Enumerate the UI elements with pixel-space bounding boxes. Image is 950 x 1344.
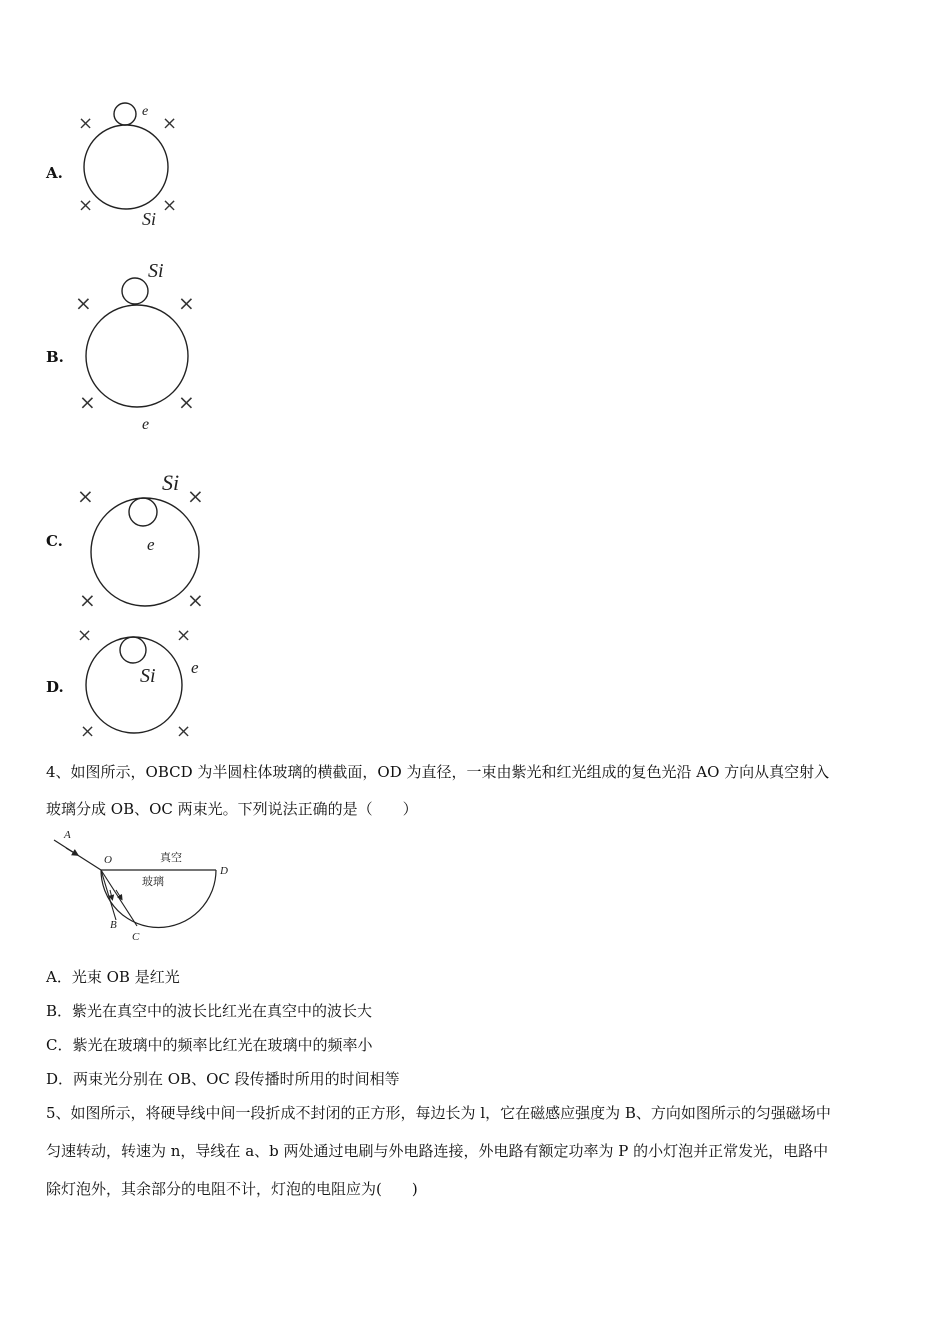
q4-stem-line-1: 4、如图所示，OBCD 为半圆柱体玻璃的横截面，OD 为直径，一束由紫光和红光组成的复色光沿 AO 方向从真空射入 (46, 763, 830, 781)
option-c-figure (70, 460, 220, 620)
ray-arrow-icon (110, 890, 112, 898)
option-d-figure (70, 620, 220, 745)
q5-stem-line-3: 除灯泡外，其余部分的电阻不计，灯泡的电阻应为( ) (46, 1180, 418, 1198)
cross-icon: × (176, 721, 192, 742)
q5-stem-line-1: 5、如图所示，将硬导线中间一段折成不封闭的正方形，每边长为 l，它在磁感应强度为 B、方向如图所示的匀强磁场中 (46, 1104, 831, 1122)
incident-ray (54, 840, 101, 870)
cross-icon: × (162, 113, 178, 134)
q4-option-a: A．光束 OB 是红光 (46, 968, 180, 986)
point-a-label: A (64, 829, 71, 841)
cross-icon: × (79, 390, 96, 414)
large-circle-label: Si (142, 209, 157, 229)
small-circle (120, 637, 146, 663)
small-circle-label: Si (140, 665, 156, 687)
large-circle-label: e (191, 658, 199, 677)
q4-option-d: D．两束光分别在 OB、OC 段传播时所用的时间相等 (46, 1070, 400, 1088)
option-b-figure (70, 255, 210, 440)
ray-arrow-icon (66, 848, 76, 854)
large-circle (86, 637, 182, 733)
point-b-label: B (110, 919, 117, 931)
cross-icon: × (78, 195, 94, 216)
small-circle (129, 498, 157, 526)
option-d-label: D. (46, 678, 64, 696)
cross-icon: × (77, 484, 94, 508)
point-o-label: O (104, 854, 112, 866)
cross-icon: × (78, 113, 94, 134)
ray-oc (101, 870, 137, 926)
option-b-label: B. (46, 348, 64, 366)
glass-label: 玻璃 (142, 875, 164, 888)
cross-icon: × (178, 390, 195, 414)
small-circle-label: e (147, 535, 155, 554)
point-c-label: C (132, 931, 140, 943)
cross-icon: × (162, 195, 178, 216)
large-circle-label: Si (162, 470, 180, 495)
large-circle (84, 125, 168, 209)
q4-stem-line-2: 玻璃分成 OB、OC 两束光。下列说法正确的是（ ） (46, 800, 418, 818)
option-c-label: C. (46, 532, 63, 550)
cross-icon: × (80, 721, 96, 742)
q4-semicircle-figure (46, 828, 246, 946)
vacuum-label: 真空 (160, 851, 182, 864)
point-d-label: D (220, 865, 228, 877)
q4-option-c: C．紫光在玻璃中的频率比红光在玻璃中的频率小 (46, 1036, 373, 1054)
large-circle (91, 498, 199, 606)
cross-icon: × (187, 588, 204, 612)
option-a-label: A. (46, 164, 63, 182)
q4-option-b: B．紫光在真空中的波长比红光在真空中的波长大 (46, 1002, 373, 1020)
ray-ob (101, 870, 116, 920)
cross-icon: × (79, 588, 96, 612)
small-circle-label: e (142, 104, 149, 119)
cross-icon: × (178, 291, 195, 315)
cross-icon: × (77, 625, 93, 646)
q5-stem-line-2: 匀速转动，转速为 n，导线在 a、b 两处通过电刷与外电路连接，外电路有额定功率为 P 的小灯泡并正常发光，电路中 (46, 1142, 829, 1160)
cross-icon: × (176, 625, 192, 646)
large-circle (86, 305, 188, 407)
small-circle-label: Si (148, 260, 164, 282)
small-circle (122, 278, 148, 304)
large-circle-label: e (142, 416, 150, 433)
cross-icon: × (187, 484, 204, 508)
cross-icon: × (75, 291, 92, 315)
small-circle (114, 103, 136, 125)
option-a-figure (70, 95, 190, 235)
